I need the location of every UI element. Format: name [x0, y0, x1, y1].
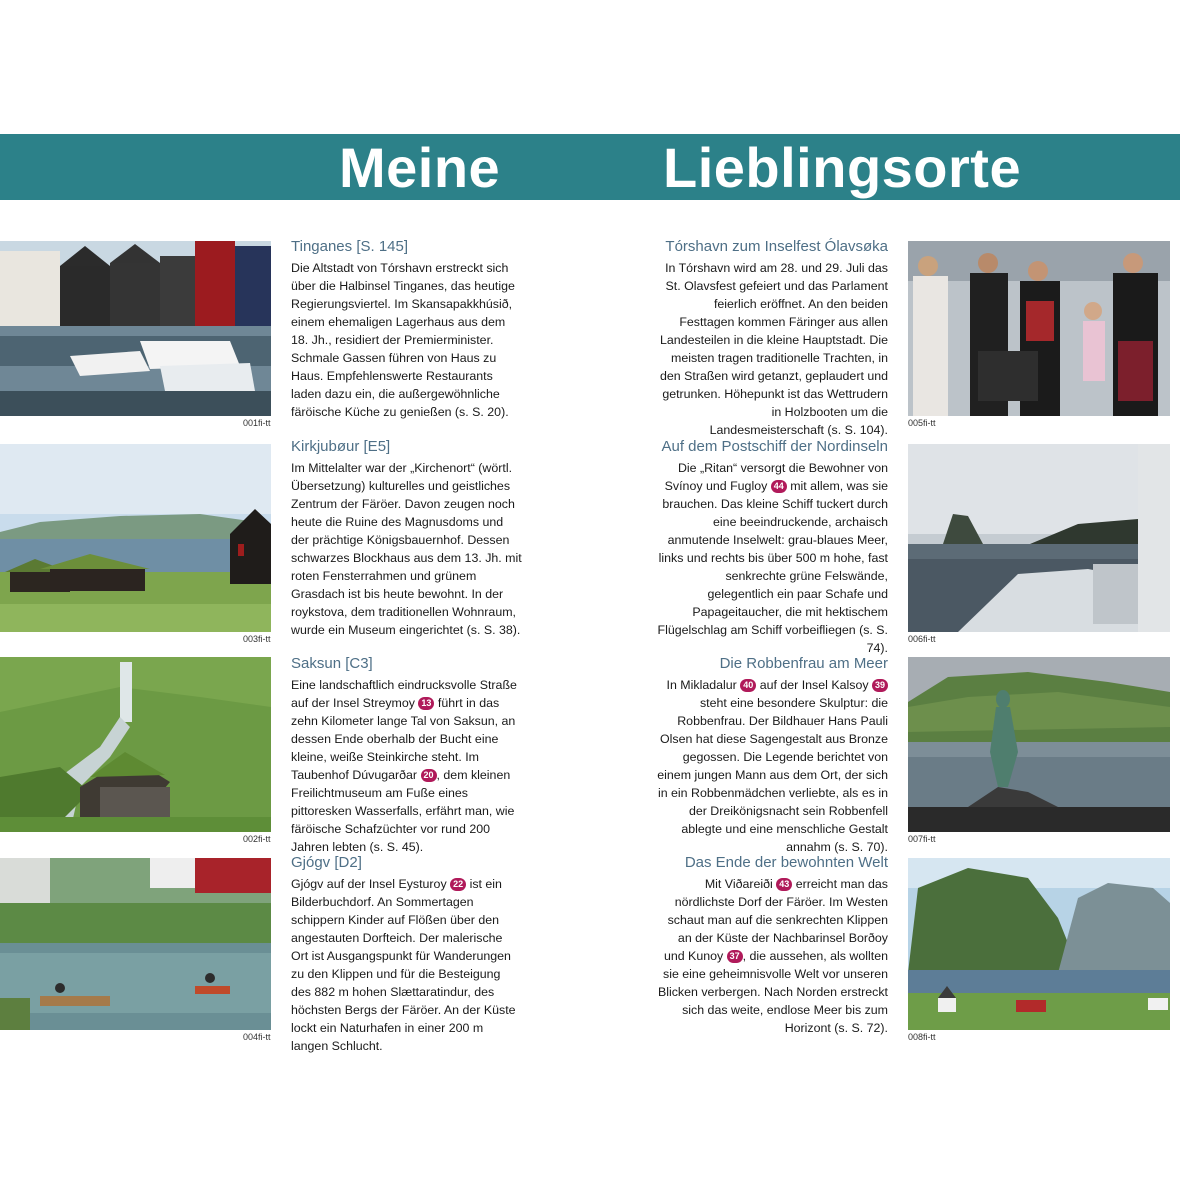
entry-tinganes: [291, 237, 523, 421]
title-word-meine: Meine: [339, 136, 501, 199]
map-badge: 44: [771, 480, 787, 493]
photo-code: 003fi-tt: [243, 634, 271, 644]
entry-text: In Mikladalur 40 auf der Insel Kalsoy 39 steht eine besondere Skulptur: die Robbenfrau. Der Bildhauer Hans Pauli Olsen hat diese Sagengestalt aus Bronze gegossen. Die Legende berichtet von einem jungen Mann aus dem Ort, der sich in ein Robbenmädchen verliebte, als es in der Dreikönigsnacht sein Robbenfell ablegte und eine menschliche Gestalt annahm (s. S. 70).: [657, 678, 888, 854]
entry-text: Eine landschaftlich eindrucksvolle Straße auf der Insel Streymoy 13 führt in das zehn Kilometer lange Tal von Saksun, an dessen Ende oberhalb der Bucht eine kleine, weiße Steinkirche steht. Im Taubenhof Dúvugarðar 20 , dem kleinen Freilichtmuseum am Fuße eines pittoresken Wasserfalls, erfährt man, wie färöische Schafzüchter vor rund 200 Jahren lebten (s. S. 45).: [291, 678, 517, 854]
entry-title: Tinganes [S. 145]: [291, 238, 409, 255]
entry-title: Tórshavn zum Inselfest Ólavsøka: [665, 238, 888, 255]
title-word-lieblingsorte: Lieblingsorte: [663, 136, 1022, 199]
entry-postschiff: [656, 437, 888, 657]
map-badge: 40: [740, 679, 756, 692]
photo-saksun: [0, 657, 271, 832]
map-badge: 20: [421, 769, 437, 782]
entry-vidareidi: [656, 853, 888, 1037]
photo-robbenfrau: [908, 657, 1170, 832]
entry-title: Auf dem Postschiff der Nordinseln: [661, 438, 888, 455]
map-badge: 37: [727, 950, 743, 963]
map-badge: 22: [450, 878, 466, 891]
photo-code: 006fi-tt: [908, 634, 936, 644]
entry-text: Mit Viðareiði 43 erreicht man das nördlichste Dorf der Färöer. Im Westen schaut man auf die senkrechten Klippen an der Küste der Nachbarinsel Borðoy und Kunoy 37 , die aussehen, als wollten sie eine geheimnisvolle Welt vor unseren Blicken verbergen. Nach Norden erstreckt sich das weite, endlose Meer bis zum Horizont (s. S. 72).: [657, 877, 888, 1035]
map-badge: 43: [776, 878, 792, 891]
entry-gjogv: [291, 853, 523, 1055]
entry-title: Die Robbenfrau am Meer: [719, 655, 888, 672]
photo-code: 001fi-tt: [243, 418, 271, 428]
photo-tinganes: [0, 241, 271, 416]
entry-text: Die Altstadt von Tórshavn erstreckt sich über die Halbinsel Tinganes, das heutige Regierungsviertel. Im Skansapakkhúsið, einem ehemaligen Lagerhaus aus dem 18. Jh., residiert der Premierminister. Schmale Gassen führen von Haus zu Haus. Empfehlenswerte Restaurants laden dazu ein, die außergewöhnliche färöische Küche zu genießen (s. S. 20).: [291, 261, 515, 419]
title-banner: [0, 134, 1180, 200]
entry-title: Gjógv [D2]: [291, 854, 362, 871]
entry-title: Saksun [C3]: [291, 655, 373, 672]
photo-vidareidi: [908, 858, 1170, 1030]
map-badge: 39: [872, 679, 888, 692]
entry-text: In Tórshavn wird am 28. und 29. Juli das St. Olavsfest gefeiert und das Parlament feierlich eröffnet. An den beiden Festtagen kommen Färinger aus allen Landesteilen in die kleine Hauptstadt. Die meisten tragen traditionelle Trachten, in den Straßen wird getanzt, geplaudert und getrunken. Höhepunkt ist das Wettrudern in Holzbooten um die Landesmeisterschaft (s. S. 104).: [660, 261, 888, 437]
entry-saksun: [291, 654, 523, 856]
map-badge: 13: [418, 697, 434, 710]
entry-text: Die „Ritan“ versorgt die Bewohner von Svínoy und Fugloy 44 mit allem, was sie brauchen. Das kleine Schiff tuckert durch eine beeindruckende, archaisch anmutende Inselwelt: grau-blaues Meer, links und rechts bis über 500 m hohe, fast senkrechte grüne Felswände, gelegentlich ein paar Schafe und Papageitaucher, die mit hektischem Flügelschlag am Schiff vorbeifliegen (s. S. 74).: [657, 461, 888, 655]
photo-kirkjuboeur: [0, 444, 271, 632]
entry-olavsoka: [656, 237, 888, 439]
entry-text: Gjógv auf der Insel Eysturoy 22 ist ein Bilderbuchdorf. An Sommertagen schippern Kinder auf Flößen über den angestauten Dorfteich. Der malerische Ort ist Ausgangspunkt für Wanderungen zu den Klippen und für die Besteigung des 882 m hohen Slættaratindur, des höchsten Bergs der Färöer. An der Küste lockt ein Naturhafen in einer 200 m langen Schlucht.: [291, 877, 516, 1053]
entry-title: Das Ende der bewohnten Welt: [684, 854, 888, 871]
photo-code: 002fi-tt: [243, 834, 271, 844]
photo-postschiff: [908, 444, 1170, 632]
photo-gjogv: [0, 858, 271, 1030]
photo-code: 007fi-tt: [908, 834, 936, 844]
photo-code: 008fi-tt: [908, 1032, 936, 1042]
entry-kirkjuboeur: [291, 437, 523, 639]
photo-code: 004fi-tt: [243, 1032, 271, 1042]
entry-text: Im Mittelalter war der „Kirchenort“ (wörtl. Übersetzung) kulturelles und geistliches Zentrum der Färöer. Davon zeugen noch heute die Ruine des Magnusdoms und der prächtige Königsbauernhof. Dessen schwarzes Blockhaus aus dem 13. Jh. mit roten Fensterrahmen und grünem Grasdach ist bis heute bewohnt. In der roykstova, dem traditionellen Wohnraum, wurde ein Museum eingerichtet (s. S. 38).: [291, 461, 522, 637]
entry-robbenfrau: [656, 654, 888, 856]
photo-code: 005fi-tt: [908, 418, 936, 428]
photo-olavsoka: [908, 241, 1170, 416]
entry-title: Kirkjubøur [E5]: [291, 438, 391, 455]
